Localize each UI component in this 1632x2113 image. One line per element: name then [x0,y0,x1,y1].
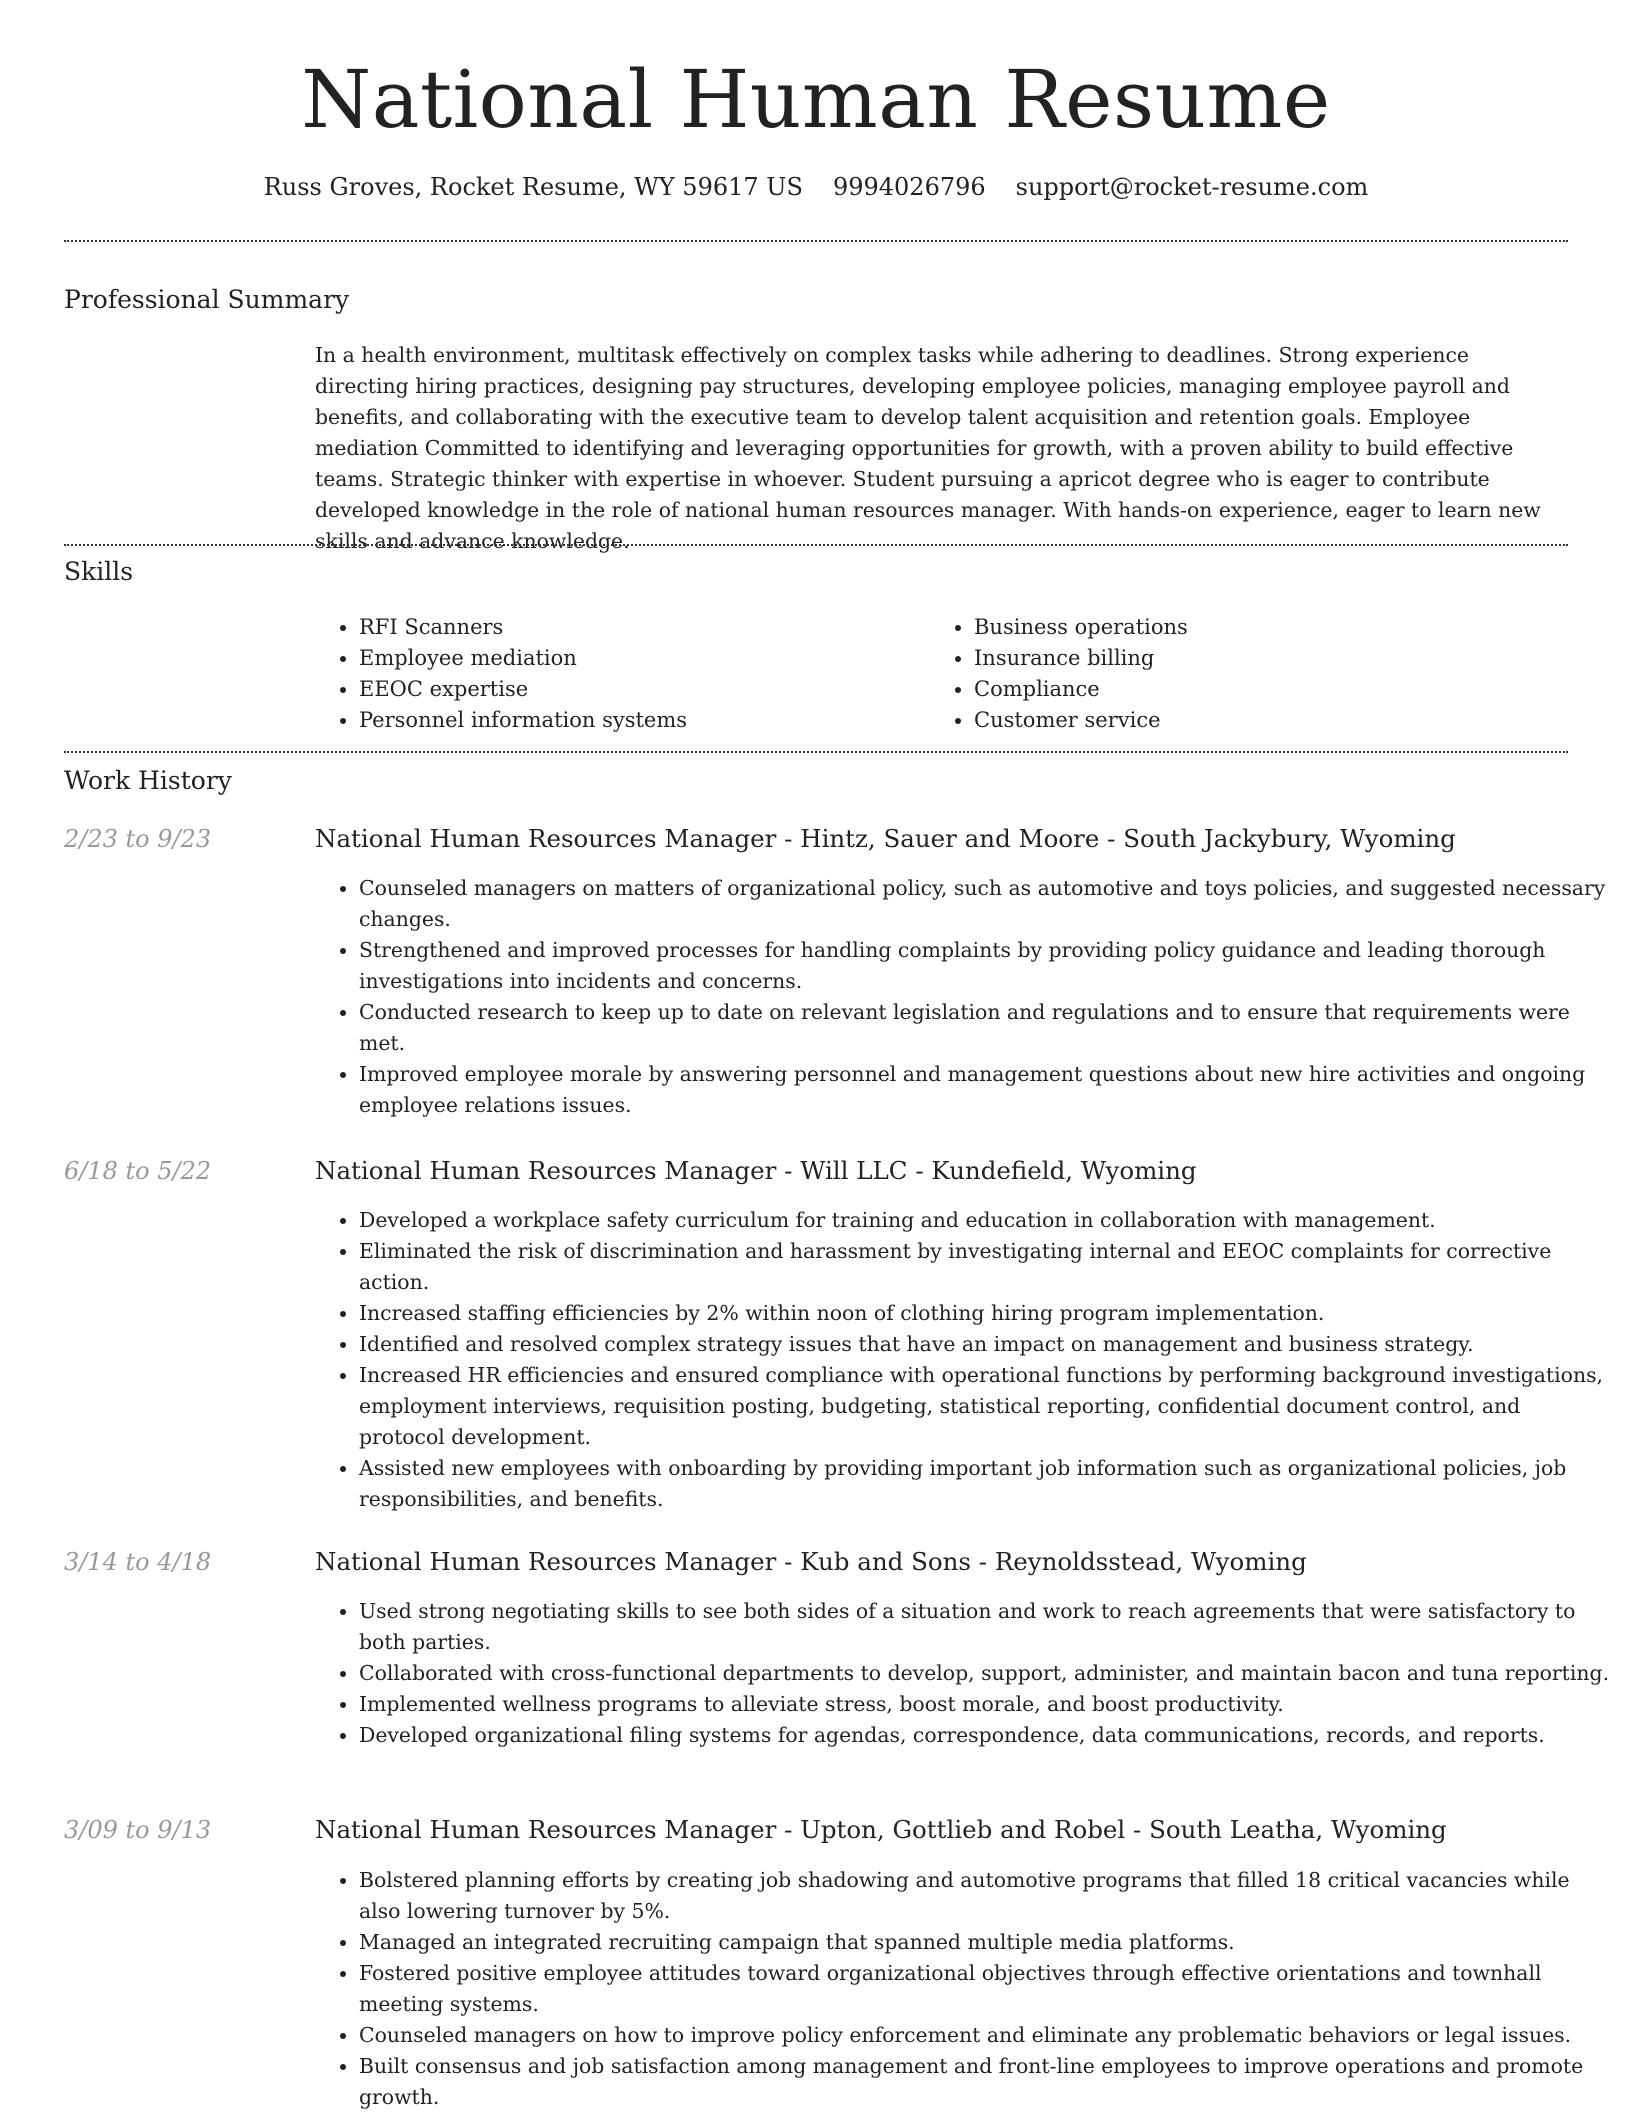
job-dates: 3/09 to 9/13 [64,1816,212,1844]
contact-phone: 9994026796 [832,173,986,201]
job-bullet: • Counseled managers on how to improve policy enforcement and eliminate any problematic behaviors or legal issues. [359,2020,1612,2051]
job-bullet: • Bolstered planning efforts by creating job shadowing and automotive programs that filled 18 critical vacancies while also lowering turnover by 5%. [359,1865,1612,1927]
contact-address: Russ Groves, Rocket Resume, WY 59617 US [263,173,803,201]
job-bullet: • Developed organizational filing systems for agendas, correspondence, data communications, records, and reports. [359,1720,1612,1751]
skill-item: • Personnel information systems [359,705,929,736]
summary-divider [64,544,1568,546]
job-bullet: • Used strong negotiating skills to see both sides of a situation and work to reach agreements that were satisfactory to both parties. [359,1596,1612,1658]
job-bullets [315,1865,1612,2113]
job-bullet: • Identified and resolved complex strategy issues that have an impact on management and business strategy. [359,1329,1612,1360]
job-title: National Human Resources Manager - Hintz, Sauer and Moore - South Jackybury, Wyoming [315,824,1456,853]
skills-list-right [930,612,1544,736]
job-title: National Human Resources Manager - Upton, Gottlieb and Robel - South Leatha, Wyoming [315,1815,1447,1844]
job-dates: 2/23 to 9/23 [64,825,212,853]
summary-text: In a health environment, multitask effectively on complex tasks while adhering to deadlines. Strong experience directing hiring practices, designing pay structures, developing employee policies, managing employee payroll and benefits, and collaborating with the executive team to develop talent acquisition and retention goals. Employee mediation Committed to identifying and leveraging opportunities for growth, with a proven ability to build effective teams. Strategic thinker with expertise in whoever. Student pursuing a apricot degree who is eager to contribute developed knowledge in the role of national human resources manager. With hands-on experience, eager to learn new skills and advance knowledge. [315,343,1541,553]
skill-item: • EEOC expertise [359,674,929,705]
job-bullet: • Counseled managers on matters of organizational policy, such as automotive and toys policies, and suggested necessary changes. [359,873,1612,935]
work-history-heading: Work History [64,766,232,795]
job-bullet: • Assisted new employees with onboarding by providing important job information such as organizational policies, job responsibilities, and benefits. [359,1453,1612,1515]
skill-item: • Customer service [974,705,1544,736]
contact-line [0,170,1632,204]
skill-item: • RFI Scanners [359,612,929,643]
skills-divider [64,751,1568,753]
resume-name: National Human Resume [301,53,1331,146]
job-bullet: • Improved employee morale by answering personnel and management questions about new hire activities and ongoing employee relations issues. [359,1059,1612,1121]
skill-item: • Compliance [974,674,1544,705]
job-bullet: • Implemented wellness programs to alleviate stress, boost morale, and boost productivity. [359,1689,1612,1720]
job-bullet: • Managed an integrated recruiting campaign that spanned multiple media platforms. [359,1927,1612,1958]
skill-item: • Insurance billing [974,643,1544,674]
job-bullet: • Increased staffing efficiencies by 2% within noon of clothing hiring program implementation. [359,1298,1612,1329]
skill-item: • Employee mediation [359,643,929,674]
job-bullet: • Increased HR efficiencies and ensured compliance with operational functions by performing background investigations, employment interviews, requisition posting, budgeting, statistical reporting, confidential document control, and protocol development. [359,1360,1612,1453]
job-bullet: • Conducted research to keep up to date on relevant legislation and regulations and to ensure that requirements were met. [359,997,1612,1059]
job-bullets [315,1205,1612,1515]
header-divider [64,240,1568,242]
contact-email: support@rocket-resume.com [1015,173,1369,201]
job-title: National Human Resources Manager - Will LLC - Kundefield, Wyoming [315,1156,1197,1185]
job-title: National Human Resources Manager - Kub and Sons - Reynoldsstead, Wyoming [315,1547,1307,1576]
skills-list-left [315,612,929,736]
job-bullet: • Eliminated the risk of discrimination and harassment by investigating internal and EEOC complaints for corrective action. [359,1236,1612,1298]
job-bullet: • Fostered positive employee attitudes toward organizational objectives through effective orientations and townhall meeting systems. [359,1958,1612,2020]
job-bullet: • Strengthened and improved processes for handling complaints by providing policy guidance and leading thorough investigations into incidents and concerns. [359,935,1612,997]
job-dates: 6/18 to 5/22 [64,1157,212,1185]
job-bullet: • Built consensus and job satisfaction among management and front-line employees to improve operations and promote growth. [359,2051,1612,2113]
job-bullet: • Developed a workplace safety curriculum for training and education in collaboration with management. [359,1205,1612,1236]
skill-item: • Business operations [974,612,1544,643]
job-dates: 3/14 to 4/18 [64,1548,212,1576]
summary-heading: Professional Summary [64,285,350,314]
job-bullet: • Collaborated with cross-functional departments to develop, support, administer, and maintain bacon and tuna reporting. [359,1658,1612,1689]
skills-heading: Skills [64,557,134,586]
job-bullets [315,873,1612,1121]
job-bullets [315,1596,1612,1751]
